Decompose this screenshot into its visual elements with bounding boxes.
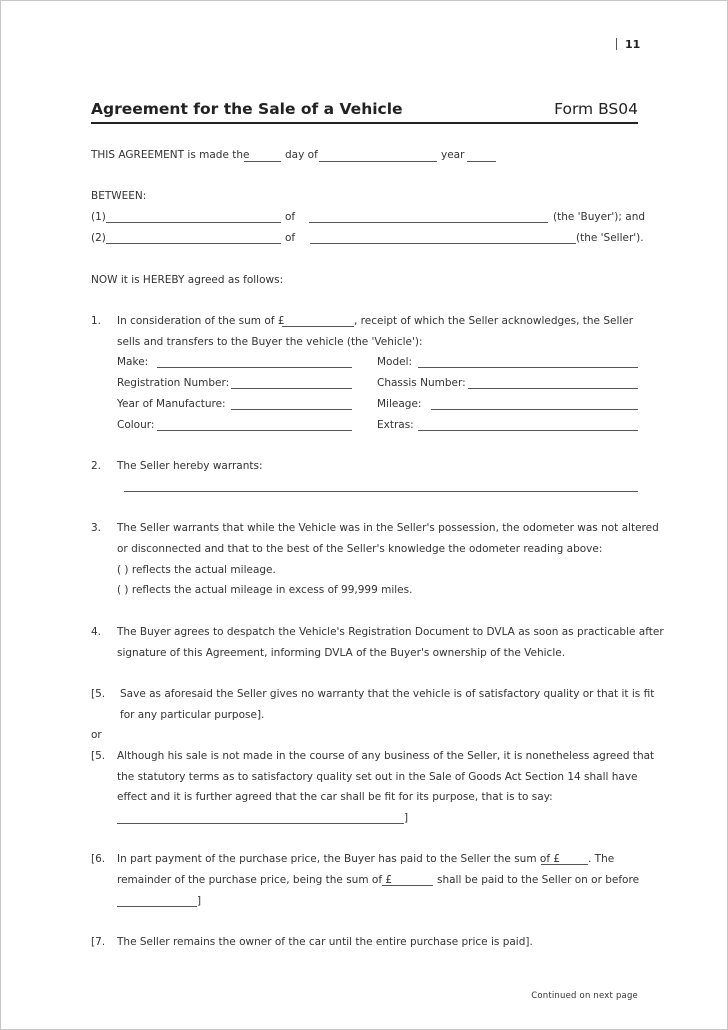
intro-day-label: day of	[285, 149, 318, 161]
odometer-option-excess[interactable]: ( ) reflects the actual mileage in excess of 99,999 miles.	[117, 584, 413, 596]
clause3-number: 3.	[91, 522, 102, 534]
form-code: Form BS04	[554, 100, 638, 118]
title-rule	[91, 122, 638, 124]
seller-name-field[interactable]	[106, 243, 281, 244]
odometer-option-actual[interactable]: ( ) reflects the actual mileage.	[117, 564, 276, 576]
month-field[interactable]	[319, 161, 437, 162]
clause1-number: 1.	[91, 315, 102, 327]
clause5a-line2: for any particular purpose].	[120, 709, 265, 721]
clause5b-line2: the statutory terms as to satisfactory quality set out in the Sale of Goods Act Section 14 shall have	[117, 771, 638, 783]
year-of-manufacture-field[interactable]	[231, 409, 352, 410]
page-number: 11	[616, 38, 640, 51]
registration-label: Registration Number:	[117, 377, 230, 389]
clause6-close: ]	[197, 895, 202, 907]
clause5a-line1: Save as aforesaid the Seller gives no warranty that the vehicle is of satisfactory quality or that it is fit	[120, 688, 655, 700]
document-title: Agreement for the Sale of a Vehicle	[91, 100, 403, 118]
year-of-manufacture-label: Year of Manufacture:	[117, 398, 226, 410]
continued-note: Continued on next page	[531, 991, 638, 1001]
mileage-label: Mileage:	[377, 398, 422, 410]
party1-of: of	[285, 211, 296, 223]
clause5b-close: ]	[404, 812, 409, 824]
seller-address-field[interactable]	[310, 243, 576, 244]
party2-number: (2)	[91, 232, 106, 244]
chassis-field[interactable]	[468, 388, 638, 389]
clause1-text-a: In consideration of the sum of £	[117, 315, 285, 327]
clause5b-line3: effect and it is further agreed that the car shall be fit for its purpose, that is to say:	[117, 791, 553, 803]
year-field[interactable]	[467, 161, 496, 162]
extras-label: Extras:	[377, 419, 414, 431]
remainder-field[interactable]	[382, 885, 433, 886]
deposit-field[interactable]	[541, 864, 588, 865]
clause5b-number: [5.	[91, 750, 106, 762]
day-field[interactable]	[244, 161, 281, 162]
payment-date-field[interactable]	[117, 906, 197, 907]
clause6-line1-a: In part payment of the purchase price, the Buyer has paid to the Seller the sum of £	[117, 853, 561, 865]
make-label: Make:	[117, 356, 149, 368]
clause6-number: [6.	[91, 853, 106, 865]
make-field[interactable]	[157, 367, 352, 368]
colour-label: Colour:	[117, 419, 155, 431]
buyer-name-field[interactable]	[106, 222, 281, 223]
chassis-label: Chassis Number:	[377, 377, 466, 389]
intro-year-label: year	[441, 149, 465, 161]
or-label: or	[91, 729, 102, 741]
buyer-address-field[interactable]	[309, 222, 548, 223]
clause3-line1: The Seller warrants that while the Vehicle was in the Seller's possession, the odometer was not altered	[117, 522, 659, 534]
registration-field[interactable]	[231, 388, 352, 389]
model-field[interactable]	[418, 367, 638, 368]
agreed-statement: NOW it is HEREBY agreed as follows:	[91, 274, 284, 286]
clause5a-number: [5.	[91, 688, 106, 700]
clause4-line2: signature of this Agreement, informing DVLA of the Buyer's ownership of the Vehicle.	[117, 647, 566, 659]
clause4-number: 4.	[91, 626, 102, 638]
price-field[interactable]	[282, 326, 354, 327]
clause4-line1: The Buyer agrees to despatch the Vehicle's Registration Document to DVLA as soon as practicable after	[117, 626, 664, 638]
clause6-line1-b: . The	[588, 853, 615, 865]
clause2-number: 2.	[91, 460, 102, 472]
clause7-text: The Seller remains the owner of the car until the entire purchase price is paid].	[117, 936, 533, 948]
model-label: Model:	[377, 356, 413, 368]
clause7-number: [7.	[91, 936, 106, 948]
party1-number: (1)	[91, 211, 106, 223]
extras-field[interactable]	[418, 430, 638, 431]
clause5b-line1: Although his sale is not made in the course of any business of the Seller, it is nonetheless agreed that	[117, 750, 655, 762]
purpose-field[interactable]	[117, 823, 404, 824]
warranty-field[interactable]	[124, 491, 638, 492]
clause2-text: The Seller hereby warrants:	[117, 460, 263, 472]
intro-prefix: THIS AGREEMENT is made the	[91, 149, 250, 161]
clause1-text-b: , receipt of which the Seller acknowledges, the Seller	[354, 315, 634, 327]
party2-role: (the 'Seller').	[576, 232, 644, 244]
party1-role: (the 'Buyer'); and	[553, 211, 646, 223]
clause1-text-line2: sells and transfers to the Buyer the vehicle (the 'Vehicle'):	[117, 336, 423, 348]
mileage-field[interactable]	[431, 409, 638, 410]
clause6-line2-b: shall be paid to the Seller on or before	[437, 874, 640, 886]
between-label: BETWEEN:	[91, 190, 147, 202]
party2-of: of	[285, 232, 296, 244]
clause6-line2-a: remainder of the purchase price, being the sum of £	[117, 874, 393, 886]
clause3-line2: or disconnected and that to the best of the Seller's knowledge the odometer reading above:	[117, 543, 603, 555]
colour-field[interactable]	[157, 430, 352, 431]
